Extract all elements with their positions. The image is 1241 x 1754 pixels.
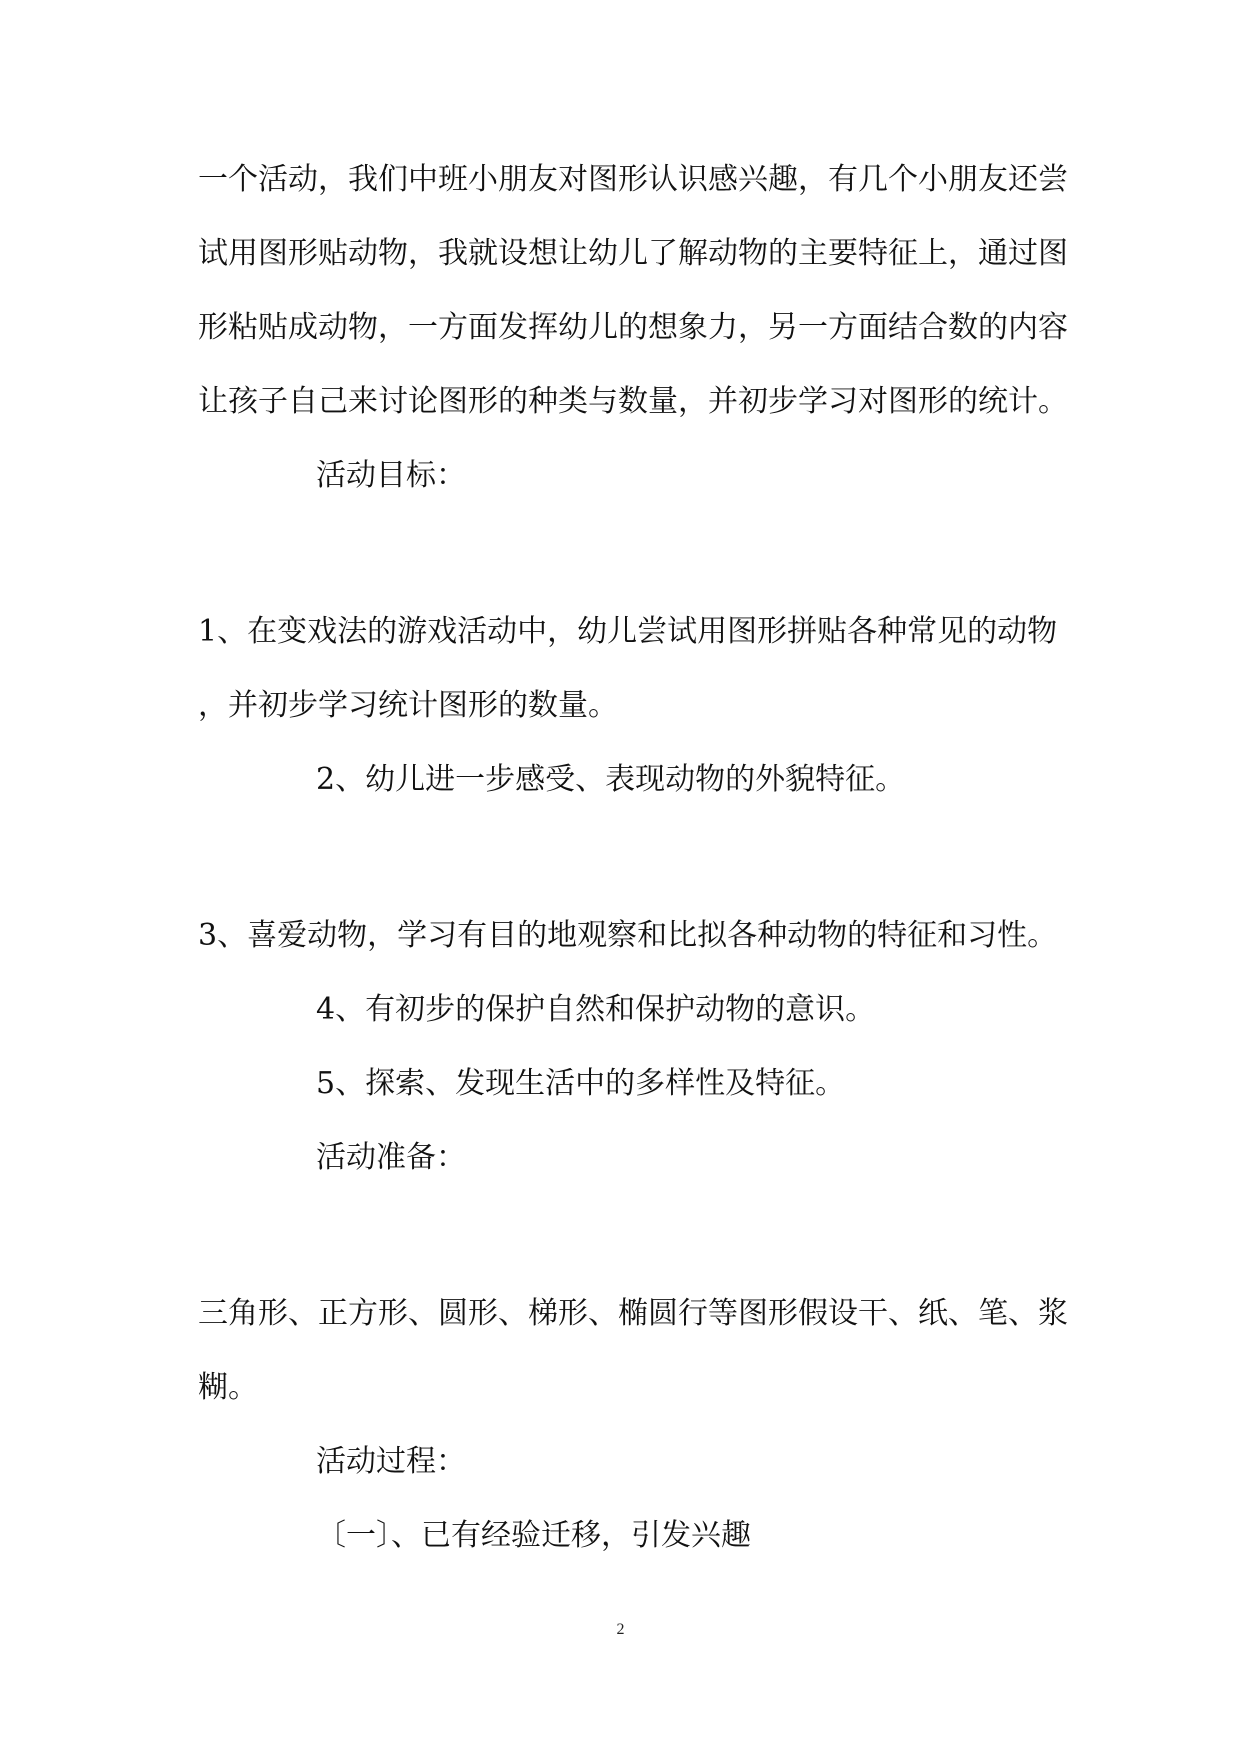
goal-2: 2、幼儿进一步感受、表现动物的外貌特征。 xyxy=(316,762,906,797)
page-number: 2 xyxy=(616,1621,625,1638)
intro-line-3: 形粘贴成动物，一方面发挥幼儿的想象力，另一方面结合数的内容 xyxy=(198,310,1068,345)
goal-4: 4、有初步的保护自然和保护动物的意识。 xyxy=(316,992,876,1027)
process-step-1: 〔一〕、已有经验迁移，引发兴趣 xyxy=(316,1518,751,1553)
intro-line-2: 试用图形贴动物，我就设想让幼儿了解动物的主要特征上，通过图 xyxy=(198,236,1068,271)
goal-3: 3、喜爱动物，学习有目的地观察和比拟各种动物的特征和习性。 xyxy=(198,918,1058,953)
goal-1-line-1: 1、在变戏法的游戏活动中，幼儿尝试用图形拼贴各种常见的动物 xyxy=(198,614,1058,649)
goal-1-line-2: ，并初步学习统计图形的数量。 xyxy=(198,688,618,723)
intro-line-4: 让孩子自己来讨论图形的种类与数量，并初步学习对图形的统计。 xyxy=(198,384,1068,419)
goal-5: 5、探索、发现生活中的多样性及特征。 xyxy=(316,1066,846,1101)
intro-line-1: 一个活动，我们中班小朋友对图形认识感兴趣，有几个小朋友还尝 xyxy=(198,162,1068,197)
section-heading-preparation: 活动准备： xyxy=(316,1140,466,1175)
preparation-line-2: 糊。 xyxy=(198,1370,258,1405)
section-heading-goals: 活动目标： xyxy=(316,458,466,493)
preparation-line-1: 三角形、正方形、圆形、梯形、椭圆行等图形假设干、纸、笔、浆 xyxy=(198,1296,1068,1331)
section-heading-process: 活动过程： xyxy=(316,1444,466,1479)
